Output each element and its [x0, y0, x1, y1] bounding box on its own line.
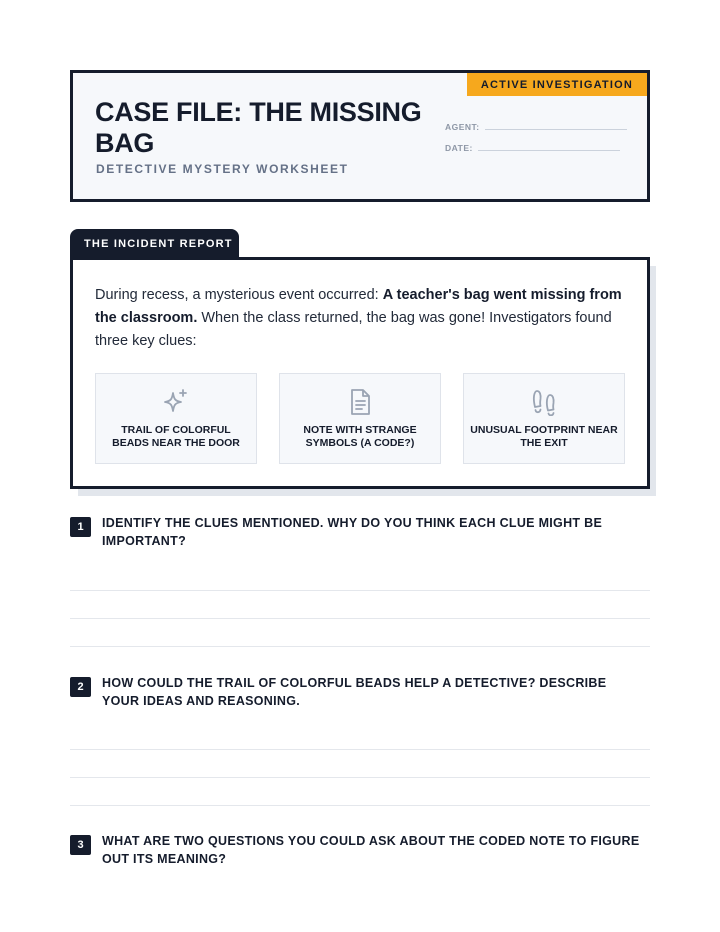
case-file-header [70, 70, 650, 202]
report-text-intro: During recess, a mysterious event occurred: [95, 287, 383, 303]
agent-field[interactable] [445, 122, 480, 132]
incident-report-tab: THE INCIDENT REPORT [70, 229, 239, 259]
answer-line[interactable] [70, 749, 650, 750]
question-text: WHAT ARE TWO QUESTIONS YOU COULD ASK ABOUT THE CODED NOTE TO FIGURE OUT ITS MEANING? [102, 834, 640, 866]
footprints-icon [530, 388, 558, 416]
sparkle-icon [162, 388, 190, 416]
answer-line[interactable] [70, 805, 650, 806]
page-subtitle: DETECTIVE MYSTERY WORKSHEET [96, 162, 349, 176]
agent-line [485, 129, 627, 130]
date-line [478, 150, 620, 151]
answer-line[interactable] [70, 618, 650, 619]
clue-label: TRAIL OF COLORFUL BEADS NEAR THE DOOR [112, 424, 240, 449]
clue-label: UNUSUAL FOOTPRINT NEAR THE EXIT [470, 424, 618, 449]
incident-report-box [70, 257, 650, 489]
answer-line[interactable] [70, 777, 650, 778]
answer-line[interactable] [70, 646, 650, 647]
report-text-highlight: A teacher's bag went missing from the classroom. [95, 287, 622, 326]
clue-card-beads [95, 373, 257, 464]
answer-line[interactable] [70, 590, 650, 591]
question-text: HOW COULD THE TRAIL OF COLORFUL BEADS HELP A DETECTIVE? DESCRIBE YOUR IDEAS AND REASONING. [102, 676, 607, 708]
incident-report-text [95, 284, 635, 353]
question-number: 2 [70, 677, 91, 697]
date-label: DATE: [445, 143, 473, 153]
question-text: IDENTIFY THE CLUES MENTIONED. WHY DO YOU THINK EACH CLUE MIGHT BE IMPORTANT? [102, 516, 603, 548]
question-number: 1 [70, 517, 91, 537]
clue-card-note [279, 373, 441, 464]
clue-card-footprint [463, 373, 625, 464]
page-title: CASE FILE: THE MISSING BAG [95, 97, 422, 158]
report-text-outro: When the class returned, the bag was gone! Investigators found three key clues: [95, 310, 612, 349]
agent-label: AGENT: [445, 122, 480, 132]
clue-label: NOTE WITH STRANGE SYMBOLS (A CODE?) [303, 424, 417, 449]
question-number: 3 [70, 835, 91, 855]
status-badge: ACTIVE INVESTIGATION [467, 73, 647, 96]
date-field[interactable] [445, 143, 473, 153]
document-icon [346, 388, 374, 416]
